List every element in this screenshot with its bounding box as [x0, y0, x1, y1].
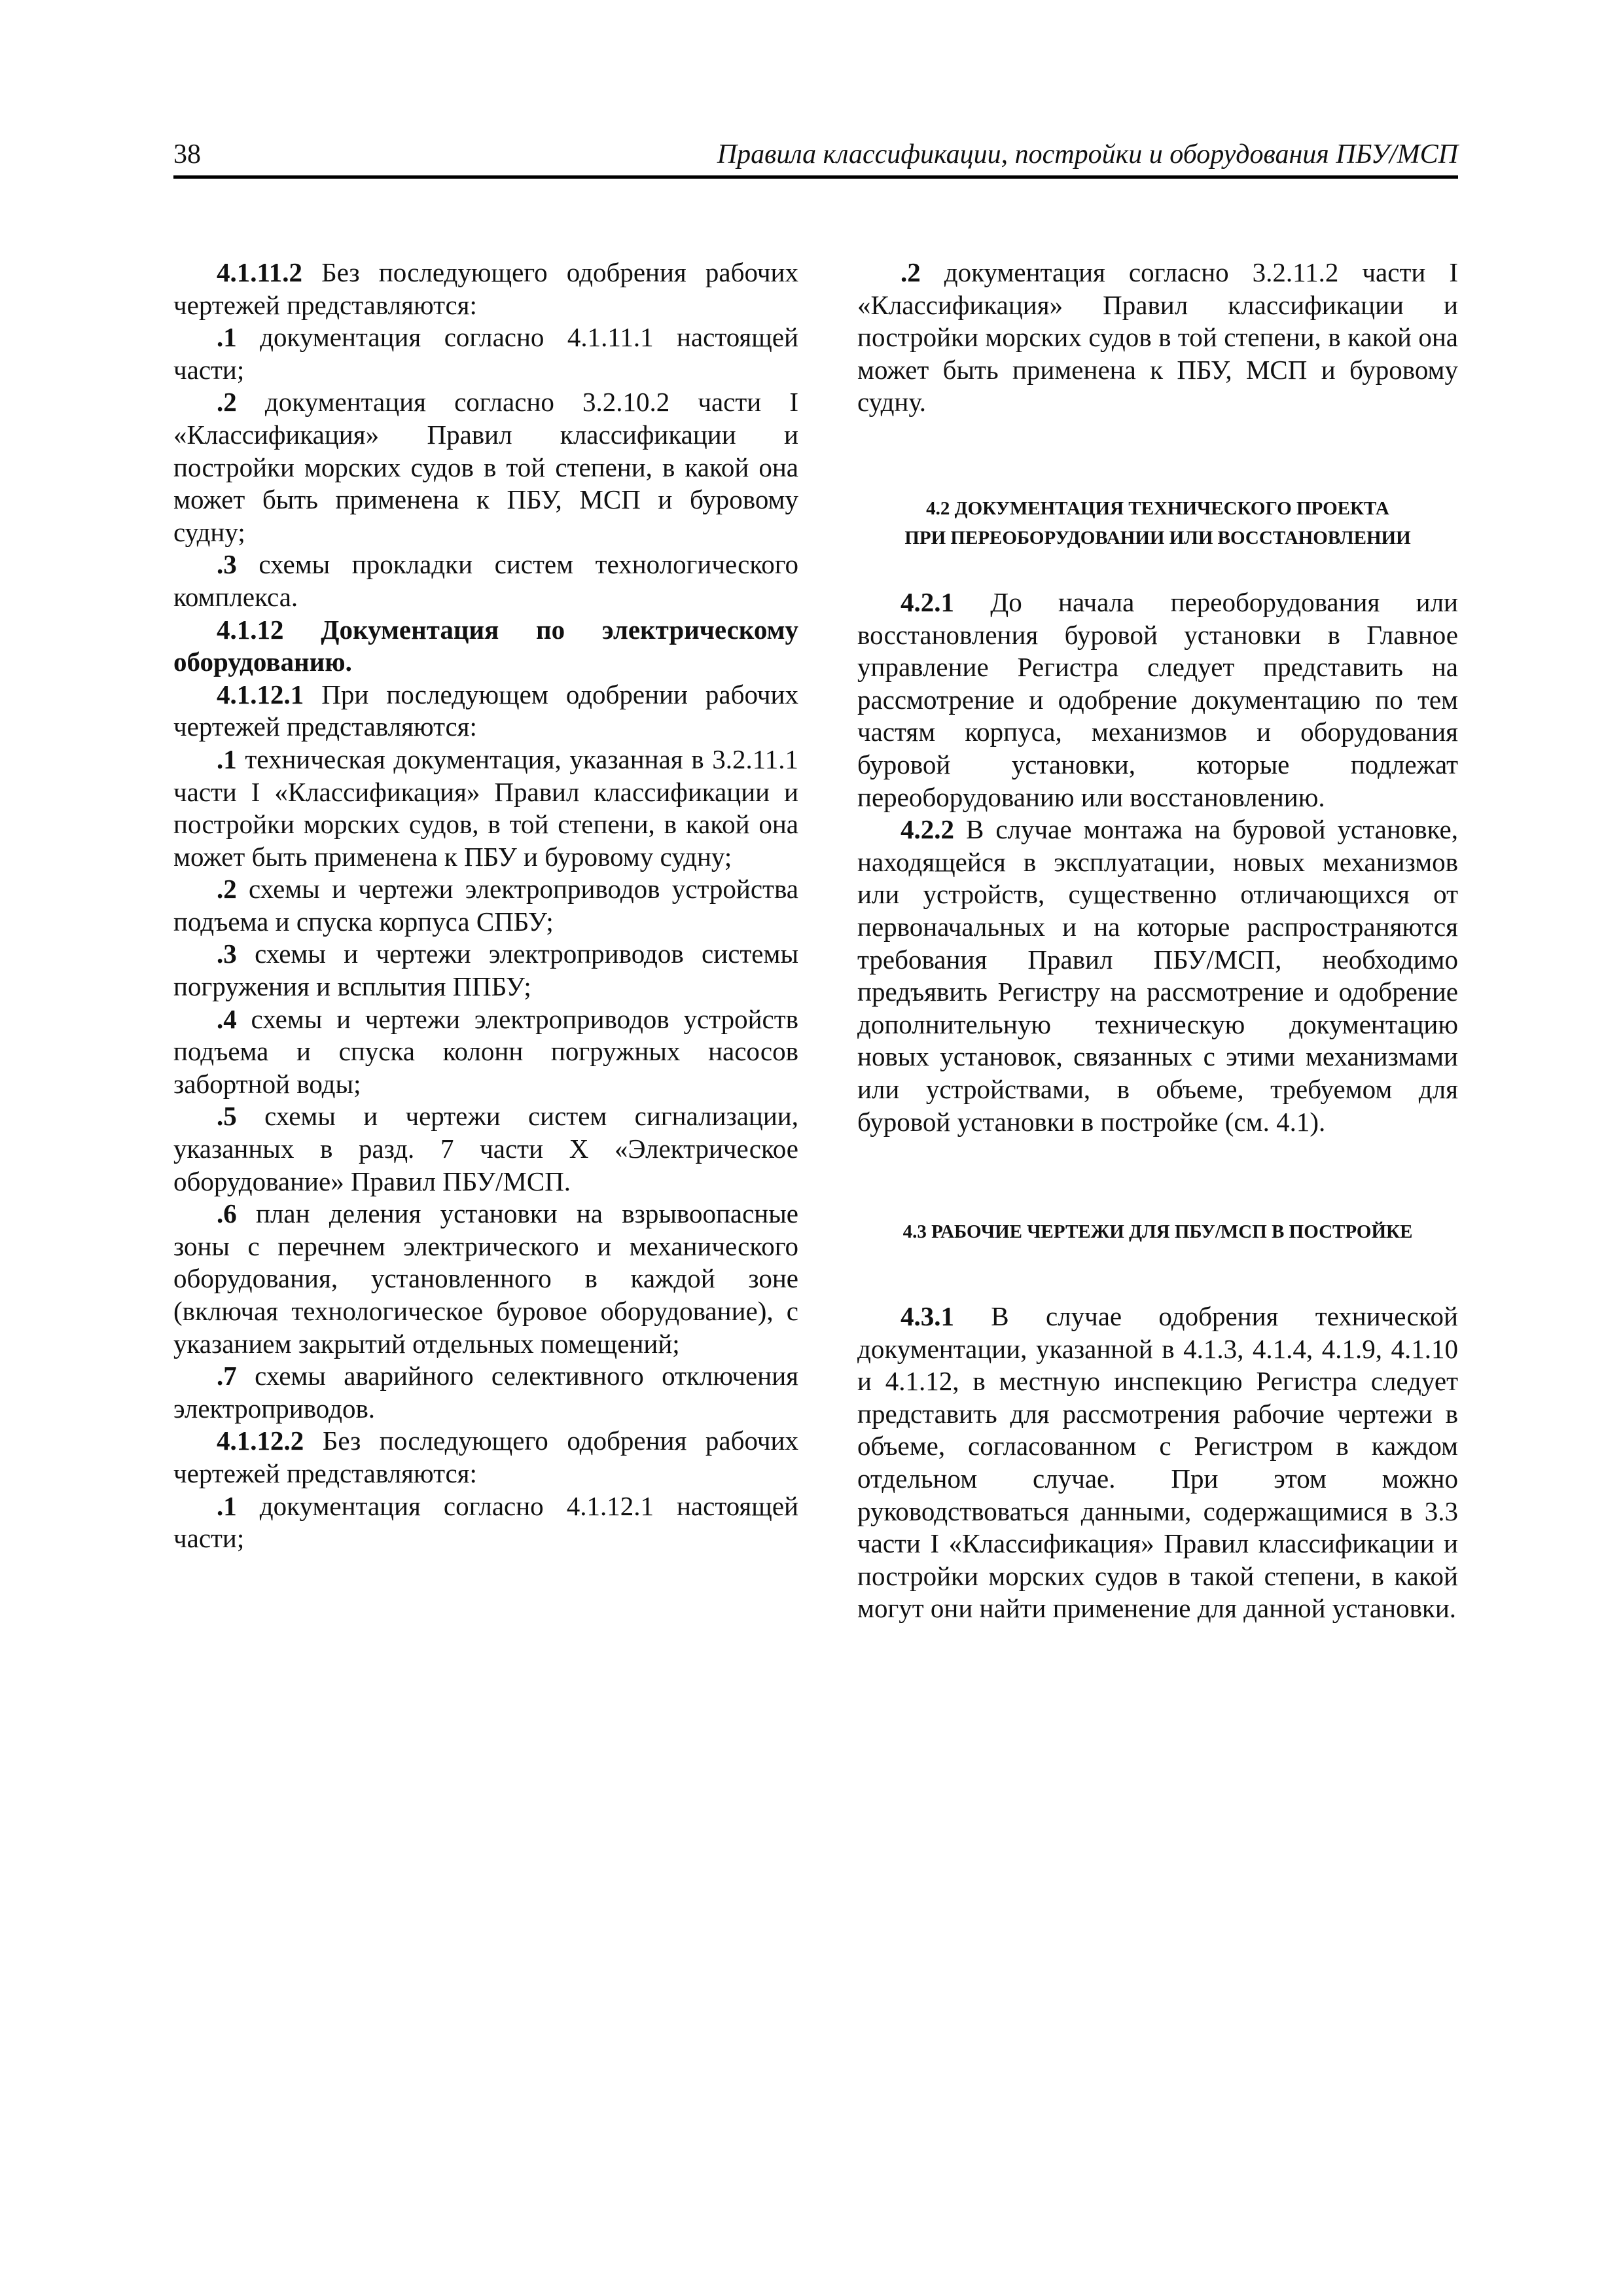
paragraph-text: документация согласно 4.1.12.1 настоящей части; [173, 1490, 798, 1554]
item-number: 4.1.12.1 [217, 679, 304, 709]
paragraph-right-2 [857, 257, 1458, 419]
item-number: 4.2.2 [901, 814, 954, 845]
paragraph [173, 1490, 798, 1555]
item-number: .1 [217, 1490, 237, 1521]
paragraph-text: Без последующего одобрения рабочих чертежей представляются: [173, 257, 798, 320]
item-number: 4.1.12.2 [217, 1426, 304, 1456]
section-heading-4-3 [857, 1217, 1458, 1247]
paragraph-text: Без последующего одобрения рабочих чертежей представляются: [173, 1426, 798, 1488]
running-title: Правила классификации, постройки и оборудования ПБУ/МСП [717, 139, 1458, 170]
paragraph [173, 1425, 798, 1490]
paragraph [173, 679, 798, 744]
item-number: 4.1.12 Документация по электрическому оборудованию. [173, 614, 798, 677]
paragraph-text: план деления установки на взрывоопасные зоны с перечнем электрического и механического оборудования, установленного в каждой зоне (включая технологическое буровое оборудование), с указанием закрытий отдельных помещений; [173, 1198, 798, 1359]
item-number: .7 [217, 1361, 237, 1391]
paragraph [173, 1198, 798, 1360]
paragraph [173, 1100, 798, 1198]
paragraph-text: техническая документация, указанная в 3.2.11.1 части I «Классификация» Правил классификации и постройки морских судов, в той степени, в какой она может быть применена к ПБУ и буровому судну; [173, 744, 798, 872]
item-number: .5 [217, 1101, 237, 1132]
item-number: .4 [217, 1003, 237, 1034]
paragraph [173, 744, 798, 873]
heading-line: 4.3 РАБОЧИЕ ЧЕРТЕЖИ ДЛЯ ПБУ/МСП В ПОСТРОЙКЕ [902, 1221, 1413, 1242]
paragraph-text: схемы и чертежи систем сигнализации, указанных в разд. 7 части X «Электрическое оборудование» Правил ПБУ/МСП. [173, 1101, 798, 1196]
paragraph [173, 1360, 798, 1425]
paragraph [173, 386, 798, 548]
page-number: 38 [173, 139, 201, 170]
paragraph [173, 873, 798, 938]
item-number: .3 [217, 549, 237, 580]
header-rule [173, 175, 1458, 179]
heading-line: ПРИ ПЕРЕОБОРУДОВАНИИ ИЛИ ВОССТАНОВЛЕНИИ [904, 528, 1411, 548]
paragraph [173, 548, 798, 613]
paragraph [173, 1003, 798, 1101]
item-number: 4.1.11.2 [217, 257, 302, 287]
item-number: .3 [217, 939, 237, 969]
paragraph-text: документация согласно 3.2.10.2 части I «Классификация» Правил классификации и постройки морских судов в той степени, в какой она может быть применена к ПБУ, МСП и буровому судну; [173, 387, 798, 547]
running-header [173, 139, 1458, 175]
paragraph-text: схемы аварийного селективного отключения электроприводов. [173, 1361, 798, 1424]
item-number: 4.2.1 [901, 587, 954, 617]
paragraph-text: схемы и чертежи электроприводов устройств подъема и спуска колонн погружных насосов забортной воды; [173, 1003, 798, 1099]
paragraph-text: документация согласно 4.1.11.1 настоящей части; [173, 322, 798, 385]
paragraph-text: В случае одобрения технической документации, указанной в 4.1.3, 4.1.4, 4.1.9, 4.1.10 и 4.1.12, в местную инспекцию Регистра следует представить для рассмотрения рабочие чертежи в объеме, согласованном с Регистром в каждом отдельном случае. При этом можно руководствоваться данными, содержащимися в 3.3 части I «Классификация» Правил классификации и постройки морских судов в такой степени, в какой могут они найти применение для данной установки. [857, 1301, 1458, 1624]
item-number: .1 [217, 322, 237, 353]
item-number: .2 [217, 387, 237, 418]
paragraph-text: В случае монтажа на буровой установке, находящейся в эксплуатации, новых механизмов или устройств, существенно отличающихся от первоначальных и на которые распространяются требования Правил ПБУ/МСП, необходимо предъявить Регистру на рассмотрение и одобрение дополнительную техническую документацию новых установок, связанных с этими механизмами или устройствами, в объеме, требуемом для буровой установки в постройке (см. 4.1). [857, 814, 1458, 1137]
section-heading-4-2 [857, 494, 1458, 553]
heading-line: 4.2 ДОКУМЕНТАЦИЯ ТЕХНИЧЕСКОГО ПРОЕКТА [926, 498, 1389, 519]
item-number: 4.3.1 [901, 1301, 954, 1331]
paragraph-text: схемы и чертежи электроприводов системы погружения и всплытия ППБУ; [173, 939, 798, 1002]
paragraph [173, 321, 798, 386]
paragraph-text: схемы прокладки систем технологического комплекса. [173, 549, 798, 612]
paragraph-4-2-1 [857, 586, 1458, 1138]
item-number: .2 [901, 257, 921, 287]
item-number: .2 [217, 874, 237, 905]
paragraph-text: документация согласно 3.2.11.2 части I «Классификация» Правил классификации и постройки морских судов в той степени, в какой она может быть применена к ПБУ, МСП и буровому судну. [857, 257, 1458, 418]
paragraph-text: До начала переоборудования или восстановления буровой установки в Главное управление Регистра следует представить на рассмотрение и одобрение документацию по тем частям корпуса, механизмов и оборудования буровой установки, которые подлежат переоборудованию или восстановлению. [857, 587, 1458, 812]
item-number: .1 [217, 744, 237, 774]
paragraph-4-3-1 [857, 1300, 1458, 1625]
paragraph [173, 614, 798, 679]
paragraph-text: При последующем одобрении рабочих чертежей представляются: [173, 679, 798, 742]
left-column [173, 257, 798, 1555]
paragraph-text: схемы и чертежи электроприводов устройства подъема и спуска корпуса СПБУ; [173, 874, 798, 937]
paragraph [173, 257, 798, 321]
item-number: .6 [217, 1198, 237, 1229]
paragraph [173, 938, 798, 1003]
